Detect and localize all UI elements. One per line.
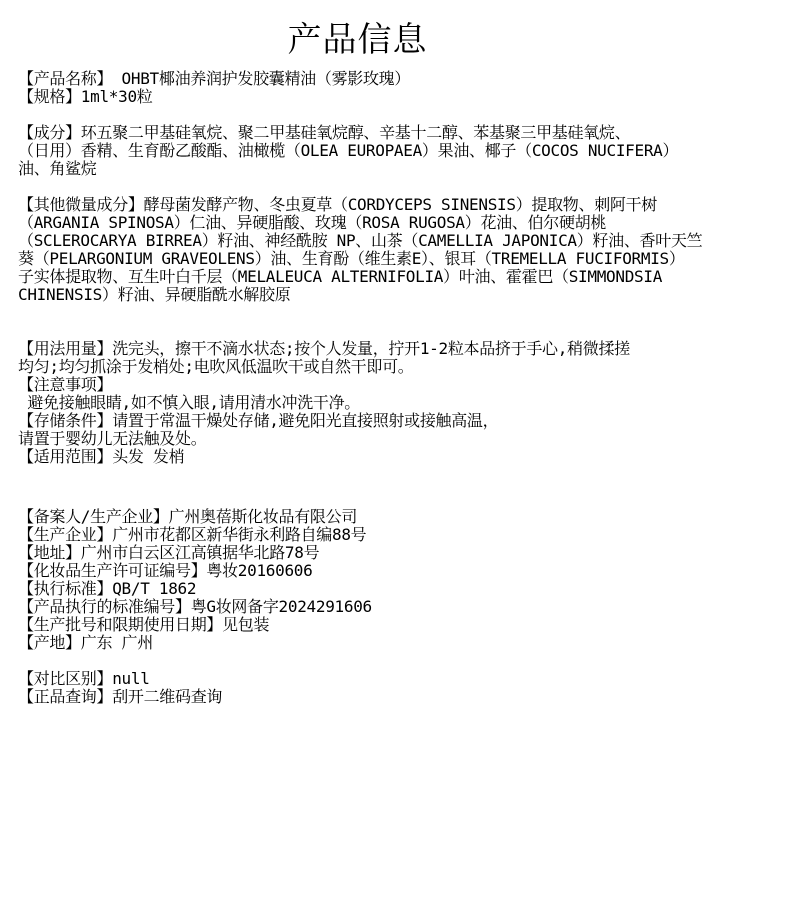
page-title: 产品信息 (287, 20, 428, 60)
manufacturer-line: 【生产企业】广州市花都区新华街永利路自编88号 (18, 525, 367, 544)
company-section (18, 508, 770, 652)
storage-line: 【存储条件】请置于常温干燥处存储,避免阳光直接照射或接触高温， (18, 411, 499, 430)
filing-company-line: 【备案人/生产企业】广州奥蓓斯化妆品有限公司 (18, 507, 358, 526)
scope-line: 【适用范围】头发 发梢 (18, 447, 185, 466)
address-line: 【地址】广州市白云区江高镇据华北路78号 (18, 543, 320, 562)
usage-line: 均匀;均匀抓涂于发梢处;电吹风低温吹干或自然干即可。 (18, 357, 414, 376)
storage-line: 请置于婴幼儿无法触及处。 (18, 429, 207, 448)
usage-line: 【用法用量】洗完头，擦干不滴水状态;按个人发量，拧开1-2粒本品挤于手心,稍微揉搓 (18, 339, 630, 358)
license-line: 【化妆品生产许可证编号】粤妆20160606 (18, 561, 313, 580)
ingredients-line: （日用）香精、生育酚乙酸酯、油橄榄（OLEA EUROPAEA）果油、椰子（COCOS NUCIFERA） (18, 141, 679, 160)
precautions-line: 避免接触眼睛,如不慎入眼,请用清水冲洗干净。 (18, 393, 361, 412)
ingredients-line: 【成分】环五聚二甲基硅氧烷、聚二甲基硅氧烷醇、辛基十二醇、苯基聚三甲基硅氧烷、 (18, 123, 631, 142)
standard-number-line: 【产品执行的标准编号】粤G妆网备字2024291606 (18, 597, 372, 616)
ingredients-section (18, 124, 770, 178)
product-name-line: 【产品名称】 OHBT椰油养润护发胶囊精油（雾影玫瑰） (18, 69, 411, 88)
trace-ingredients-line: 葵（PELARGONIUM GRAVEOLENS）油、生育酚（维生素E）、银耳（TREMELLA FUCIFORMIS） (18, 249, 685, 268)
usage-section (18, 340, 770, 466)
trace-ingredients-line: （SCLEROCARYA BIRREA）籽油、神经酰胺 NP、山茶（CAMELLIA JAPONICA）籽油、香叶天竺 (18, 231, 703, 250)
origin-line: 【产地】广东 广州 (18, 633, 153, 652)
precautions-heading: 【注意事项】 (18, 375, 113, 394)
trace-ingredients-section (18, 196, 770, 304)
trace-ingredients-line: 子实体提取物、互生叶白千层（MELALEUCA ALTERNIFOLIA）叶油、霍霍巴（SIMMONDSIA (18, 267, 663, 286)
batch-date-line: 【生产批号和限期使用日期】见包装 (18, 615, 270, 634)
extra-section (18, 670, 770, 706)
product-spec-line: 【规格】1ml*30粒 (18, 87, 153, 106)
product-info-content (18, 70, 770, 706)
trace-ingredients-line: 【其他微量成分】酵母菌发酵产物、冬虫夏草（CORDYCEPS SINENSIS）提取物、刺阿干树 (18, 195, 657, 214)
trace-ingredients-line: CHINENSIS）籽油、异硬脂酰水解胶原 (18, 285, 291, 304)
comparison-line: 【对比区别】null (18, 669, 150, 688)
trace-ingredients-line: （ARGANIA SPINOSA）仁油、异硬脂酸、玫瑰（ROSA RUGOSA）花油、伯尔硬胡桃 (18, 213, 607, 232)
authenticity-line: 【正品查询】刮开二维码查询 (18, 687, 223, 706)
standard-line: 【执行标准】QB/T 1862 (18, 579, 197, 598)
ingredients-line: 油、角鲨烷 (18, 159, 97, 178)
